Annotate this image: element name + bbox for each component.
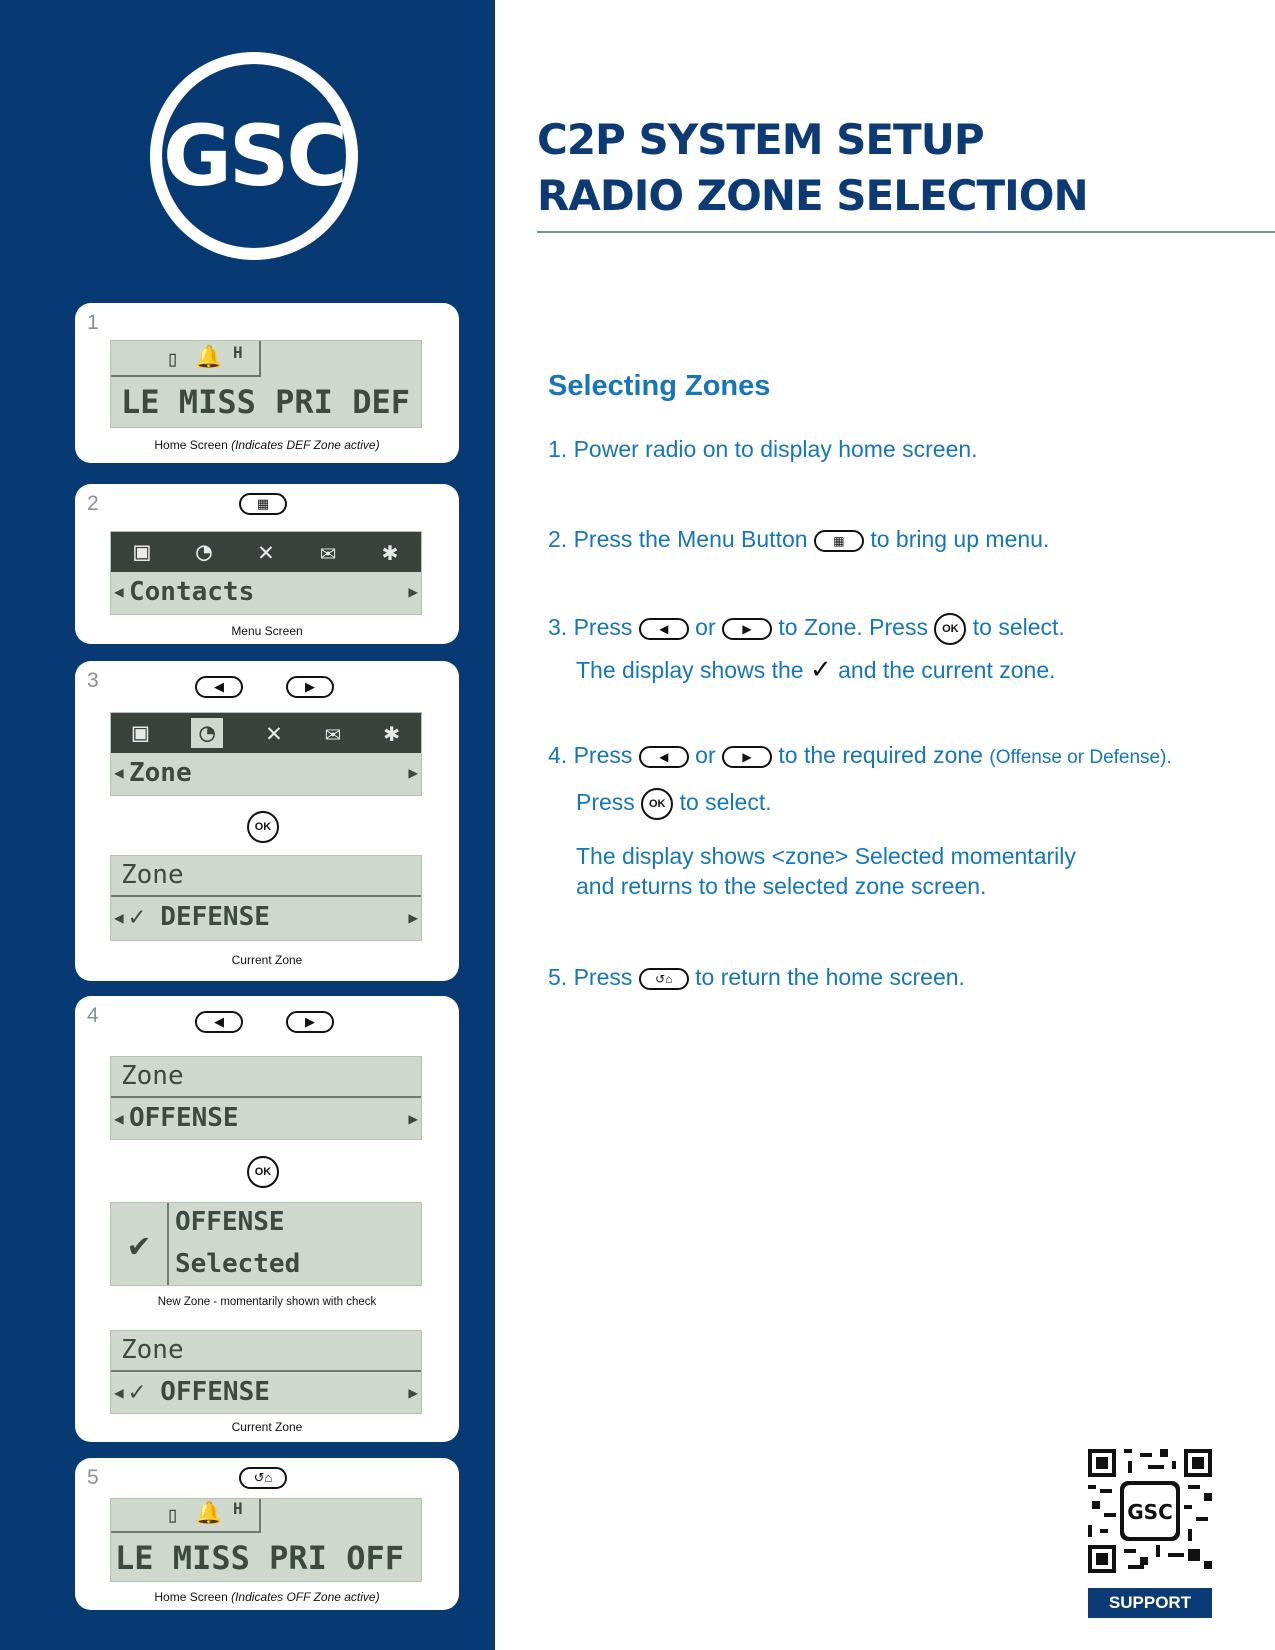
card-number: 3	[87, 669, 99, 692]
right-button-icon: ▶	[286, 1011, 334, 1033]
ok-button-icon: OK	[247, 1156, 279, 1188]
step-card-5	[75, 1458, 459, 1610]
card-caption: Menu Screen	[231, 624, 303, 638]
right-button-icon: ▶	[722, 618, 772, 640]
tools-icon: ✕	[258, 537, 274, 567]
card-number: 2	[87, 492, 99, 515]
left-arrow-icon: ◀	[114, 763, 124, 782]
right-arrow-icon: ▶	[408, 582, 418, 601]
bell-icon: 🔔	[195, 345, 223, 370]
support-qr-code[interactable]	[1088, 1449, 1212, 1573]
step-4-detail-1: The display shows <zone> Selected momentarily	[576, 843, 1076, 869]
zone-selected-lcd	[110, 1202, 422, 1286]
gsc-logo	[150, 52, 358, 260]
tools-icon: ✕	[266, 718, 282, 748]
right-arrow-icon: ▶	[408, 908, 418, 927]
settings-icon: ✱	[383, 718, 400, 748]
home-screen-off-lcd	[110, 1498, 422, 1582]
left-arrow-icon: ◀	[114, 908, 124, 927]
battery-icon: ▯	[166, 1503, 180, 1528]
step-4: 4. Press ◀ or ▶ to the required zone (Offense or Defense).	[548, 742, 1172, 768]
step-card-2	[75, 484, 459, 644]
battery-icon: ▯	[166, 347, 180, 372]
support-label[interactable]: SUPPORT	[1088, 1588, 1212, 1618]
title-divider	[537, 231, 1275, 233]
menu-icon-bar	[111, 713, 421, 753]
lcd-menu-text: Contacts	[129, 577, 255, 607]
card-caption: Home Screen (Indicates DEF Zone active)	[154, 438, 380, 452]
menu-icon-bar	[111, 532, 421, 572]
left-arrow-icon: ◀	[114, 582, 124, 601]
message-icon: ✉	[324, 718, 341, 748]
card-caption: Home Screen (Indicates OFF Zone active)	[154, 1590, 380, 1604]
menu-button-icon: ▦	[239, 493, 287, 515]
lcd-selected-zone: OFFENSE	[175, 1207, 285, 1237]
step-4-detail-2: and returns to the selected zone screen.	[576, 873, 987, 899]
left-button-icon: ◀	[639, 618, 689, 640]
right-button-icon: ▶	[722, 746, 772, 768]
card-number: 4	[87, 1004, 99, 1027]
lcd-zone-label: Zone	[121, 1061, 184, 1091]
card-number: 1	[87, 311, 99, 334]
step-5: 5. Press ↺⌂ to return the home screen.	[548, 964, 965, 990]
status-letter: H	[233, 343, 243, 362]
page-title: C2P SYSTEM SETUP RADIO ZONE SELECTION	[537, 115, 1088, 220]
step-card-4	[75, 996, 459, 1442]
left-button-icon: ◀	[195, 676, 243, 698]
zone-menu-lcd	[110, 712, 422, 796]
right-arrow-icon: ▶	[408, 763, 418, 782]
back-home-button-icon: ↺⌂	[639, 968, 689, 990]
ok-button-icon: OK	[641, 788, 673, 820]
left-arrow-icon: ◀	[114, 1109, 124, 1128]
recent-calls-icon: ◔	[196, 537, 212, 567]
lcd-zone-label: Zone	[121, 1335, 184, 1365]
lcd-home-text: LE MISS PRI OFF	[115, 1539, 404, 1577]
lcd-zone-value: ✓ OFFENSE	[129, 1377, 270, 1407]
current-zone-offense-lcd	[110, 1330, 422, 1414]
left-button-icon: ◀	[639, 746, 689, 768]
lcd-zone-value: OFFENSE	[129, 1103, 239, 1133]
step-2: 2. Press the Menu Button ▦ to bring up menu.	[548, 526, 1050, 552]
card-number: 5	[87, 1466, 99, 1489]
bell-icon: 🔔	[195, 1501, 223, 1526]
card-caption: Current Zone	[231, 1420, 303, 1434]
step-4-press-ok: Press OK to select.	[576, 788, 772, 820]
left-arrow-icon: ◀	[114, 1383, 124, 1402]
contacts-icon: ▣	[132, 718, 149, 748]
menu-button-icon: ▦	[814, 530, 864, 552]
lcd-selected-label: Selected	[175, 1249, 301, 1279]
check-icon: ✓	[809, 654, 832, 684]
right-arrow-icon: ▶	[408, 1383, 418, 1402]
zone-offense-lcd	[110, 1056, 422, 1140]
lcd-divider	[111, 1096, 421, 1098]
settings-icon: ✱	[382, 537, 398, 567]
logo-text: GSC	[162, 64, 346, 248]
step-1: 1. Power radio on to display home screen.	[548, 436, 978, 462]
home-screen-lcd	[110, 340, 422, 428]
right-button-icon: ▶	[286, 676, 334, 698]
svg-text:GSC: GSC	[1127, 1500, 1173, 1524]
step-card-3	[75, 661, 459, 981]
lcd-zone-label: Zone	[121, 860, 184, 890]
right-arrow-icon: ▶	[408, 1109, 418, 1128]
step-card-1	[75, 303, 459, 463]
back-home-button-icon: ↺⌂	[239, 1467, 287, 1489]
card-caption: Current Zone	[231, 953, 303, 967]
status-letter: H	[233, 1499, 243, 1518]
step-3-detail: The display shows the ✓ and the current zone.	[576, 654, 1056, 684]
card-caption-new-zone: New Zone - momentarily shown with check	[157, 1296, 377, 1308]
check-icon: ✔	[111, 1203, 169, 1286]
lcd-zone-text: Zone	[129, 758, 192, 788]
ok-button-icon: OK	[247, 811, 279, 843]
zone-icon: ◔	[191, 718, 223, 748]
current-zone-lcd	[110, 855, 422, 941]
lcd-divider	[111, 895, 421, 897]
section-heading: Selecting Zones	[548, 370, 771, 402]
menu-screen-lcd	[110, 531, 422, 615]
lcd-zone-value: ✓ DEFENSE	[129, 902, 270, 932]
lcd-home-text: LE MISS PRI DEF	[121, 383, 410, 421]
left-panel	[0, 0, 495, 1650]
contacts-icon: ▣	[134, 537, 150, 567]
step-3: 3. Press ◀ or ▶ to Zone. Press OK to select.	[548, 613, 1065, 645]
left-button-icon: ◀	[195, 1011, 243, 1033]
lcd-divider	[111, 1370, 421, 1372]
message-icon: ✉	[320, 537, 336, 567]
ok-button-icon: OK	[934, 613, 966, 645]
